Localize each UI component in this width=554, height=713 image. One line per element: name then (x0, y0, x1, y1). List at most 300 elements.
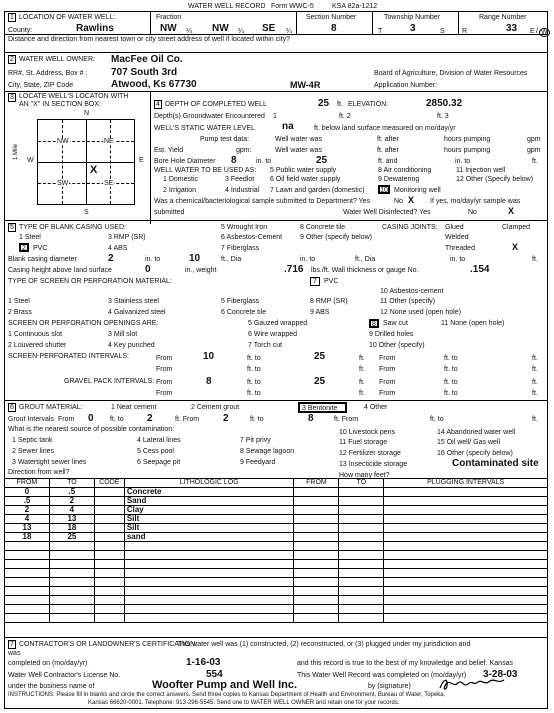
address-label: RR#, St. Address, Box # : (8, 70, 88, 77)
screen-ft: ft. (359, 355, 365, 362)
casing-asbestos[interactable]: 6 Asbestos-Cement (221, 234, 283, 241)
log-to[interactable] (49, 614, 94, 623)
log-lithology[interactable] (124, 605, 294, 614)
grout-from-2[interactable]: 2 (223, 413, 229, 424)
use-air[interactable]: 8 Air conditioning (378, 167, 432, 174)
plug-from[interactable] (294, 497, 339, 506)
log-from[interactable] (5, 614, 50, 623)
screen-material-label: TYPE OF SCREEN OR PERFORATION MATERIAL: (8, 278, 172, 285)
log-to[interactable] (49, 578, 94, 587)
screen-fiberglass[interactable]: 5 Fiberglass (221, 298, 260, 305)
casing-concrete-tile[interactable]: 8 Concrete tile (300, 224, 346, 231)
use-label: WELL WATER TO BE USED AS: (154, 167, 257, 174)
contam-lateral[interactable]: 4 Lateral lines (137, 437, 181, 444)
contam-lagoon[interactable]: 8 Sewage lagoon (240, 448, 295, 455)
grout-other[interactable]: 4 Other (364, 404, 388, 411)
east-label: E (139, 157, 144, 164)
table-row (5, 587, 548, 596)
groundwater-label: Depth(s) Groundwater Encountered (154, 113, 265, 120)
screen-abs[interactable]: 9 ABS (310, 309, 330, 316)
use-feedlot[interactable]: 3 Feedlot (225, 176, 255, 183)
table-row (5, 533, 548, 542)
plug-interval[interactable] (384, 488, 548, 497)
county-label: County: (8, 27, 33, 34)
casing-steel[interactable]: 1 Steel (19, 234, 41, 241)
grout-to-1[interactable]: 2 (147, 413, 153, 424)
log-to[interactable]: 2 (49, 497, 94, 506)
plug-interval[interactable] (384, 551, 548, 560)
openings-saw-cut[interactable]: Saw cut (383, 320, 408, 327)
log-from[interactable]: 0 (5, 488, 50, 497)
log-lithology[interactable]: Concrete (124, 488, 294, 497)
log-lithology[interactable] (124, 551, 294, 560)
openings-mill[interactable]: 3 Mill slot (108, 331, 138, 338)
diameter-ft-dia: ft., Dia (221, 256, 242, 263)
screen-brass[interactable]: 2 Brass (8, 309, 32, 316)
screen-from-value[interactable]: 10 (203, 351, 215, 362)
plug-from[interactable] (294, 596, 339, 605)
log-from[interactable] (5, 587, 50, 596)
casing-pvc[interactable]: PVC (33, 245, 48, 252)
log-from[interactable] (5, 542, 50, 551)
bore-to-value[interactable]: 25 (316, 155, 328, 166)
grout-ft-to-3: ft. to (430, 416, 444, 423)
log-to[interactable] (49, 587, 94, 596)
contam-watertight[interactable]: 3 Watertight sewer lines (12, 459, 87, 466)
gauge-value[interactable]: .154 (470, 264, 490, 275)
screen-concrete[interactable]: 6 Concrete tile (221, 309, 267, 316)
groundwater-1: 1 (273, 113, 277, 120)
section-box[interactable] (37, 119, 135, 205)
grout-ft-to-2: ft. to (250, 416, 264, 423)
plug-interval[interactable] (384, 569, 548, 578)
fraction-label: Fraction (156, 14, 182, 21)
log-to[interactable] (49, 569, 94, 578)
license-label: Water Well Contractor's License No. (8, 672, 121, 679)
gravel-from-label-2: From (379, 379, 396, 386)
log-lithology[interactable] (124, 578, 294, 587)
log-lithology[interactable] (124, 587, 294, 596)
plug-interval[interactable] (384, 497, 548, 506)
contam-fuel[interactable]: 11 Fuel storage (339, 439, 388, 446)
plug-to[interactable] (339, 614, 384, 623)
use-selected-box[interactable]: 10 (378, 185, 390, 194)
log-to[interactable] (49, 551, 94, 560)
use-oil-field[interactable]: 6 Oil field water supply (270, 176, 341, 183)
owner-label: WATER WELL OWNER: (19, 56, 95, 63)
contractor-signature (438, 676, 508, 695)
grout-bentonite-selected[interactable]: 3 Bentonite (298, 402, 347, 413)
log-code[interactable] (94, 497, 124, 506)
plug-from[interactable] (294, 506, 339, 515)
plug-interval[interactable] (384, 542, 548, 551)
screen-selected-box[interactable]: 7 (310, 277, 320, 286)
depth-label: DEPTH OF COMPLETED WELL (165, 101, 267, 108)
log-lithology[interactable] (124, 614, 294, 623)
screen-ft-3: ft. (359, 366, 365, 373)
log-to[interactable] (49, 542, 94, 551)
location-heading: LOCATION OF WATER WELL: (19, 14, 116, 21)
casing-height-value[interactable]: 0 (145, 264, 151, 275)
gravel-to-value[interactable]: 25 (314, 376, 326, 387)
openings-torch[interactable]: 7 Torch cut (248, 342, 283, 349)
plug-to[interactable] (339, 542, 384, 551)
plug-interval[interactable] (384, 524, 548, 533)
lithologic-log-table (4, 478, 548, 623)
casing-abs[interactable]: 4 ABS (108, 245, 128, 252)
screen-from-label: From (156, 355, 173, 362)
elevation-value[interactable]: 2850.32 (426, 98, 463, 109)
log-to[interactable]: 13 (49, 515, 94, 524)
city-value[interactable]: Atwood, Ks 67730 (111, 79, 197, 90)
completed-rest: and this record is true to the best of my knowledge and belief. Kansas (297, 660, 513, 667)
log-from[interactable] (5, 578, 50, 587)
table-row (5, 488, 548, 497)
log-header-plugging: PLUGGING INTERVALS (384, 479, 548, 488)
plug-from[interactable] (294, 524, 339, 533)
diameter-in-to-3: in. to (450, 256, 466, 263)
log-code[interactable] (94, 515, 124, 524)
plug-interval[interactable] (384, 578, 548, 587)
business-value[interactable]: Woofter Pump and Well Inc. (152, 679, 298, 691)
license-value[interactable]: 554 (206, 669, 223, 680)
use-domestic[interactable]: 1 Domestic (163, 176, 199, 183)
diameter-to-value[interactable]: 10 (189, 253, 201, 264)
depth-ft: ft. (337, 101, 343, 108)
elevation-label: ELEVATION: (348, 101, 389, 108)
plug-from[interactable] (294, 560, 339, 569)
address-value[interactable]: 707 South 3rd (111, 67, 178, 78)
use-public[interactable]: 5 Public water supply (270, 167, 337, 174)
grout-cement[interactable]: 2 Cement grout (191, 404, 240, 411)
plug-to[interactable] (339, 560, 384, 569)
log-lithology[interactable]: Silt (124, 515, 294, 524)
log-from[interactable]: 2 (5, 506, 50, 515)
log-to[interactable]: 18 (49, 524, 94, 533)
casing-fiberglass[interactable]: 7 Fiberglass (221, 245, 260, 252)
plug-from[interactable] (294, 533, 339, 542)
log-to[interactable]: 25 (49, 533, 94, 542)
joints-clamped[interactable]: Clamped (502, 224, 531, 231)
log-code[interactable] (94, 587, 124, 596)
signature-scribble (438, 676, 508, 692)
log-code[interactable] (94, 488, 124, 497)
use-dewatering[interactable]: 9 Dewatering (378, 176, 420, 183)
north-label: N (84, 110, 90, 117)
groundwater-3: ft. 3 (437, 113, 449, 120)
plug-to[interactable] (339, 515, 384, 524)
plug-to[interactable] (339, 497, 384, 506)
casing-wrought-iron[interactable]: 5 Wrought Iron (221, 224, 268, 231)
log-from[interactable] (5, 560, 50, 569)
log-from[interactable] (5, 551, 50, 560)
table-row (5, 551, 548, 560)
log-header-lithologic: LITHOLOGIC LOG (124, 479, 294, 488)
plug-from[interactable] (294, 578, 339, 587)
log-lithology[interactable]: Sand (124, 497, 294, 506)
static-level-rest: ft. below land surface measured on mo/day/yr (314, 125, 456, 132)
instructions-text-1: INSTRUCTIONS: Please fill in blanks and circle the correct answers. Send three copies to Kansas Department of Health and Environment, Bureau of Water, Topeka, (8, 692, 446, 698)
diameter-ft: ft. (532, 256, 538, 263)
use-irrigation[interactable]: 2 Irrigation (163, 187, 197, 194)
joints-welded[interactable]: Welded (445, 234, 469, 241)
se-label: SE (104, 180, 114, 187)
plug-to[interactable] (339, 587, 384, 596)
openings-key[interactable]: 4 Key punched (108, 342, 155, 349)
ft-after-2: ft. after (377, 147, 399, 154)
plug-to[interactable] (339, 596, 384, 605)
screen-ft-to-2: ft. to (444, 355, 458, 362)
township-label: Township Number (384, 14, 441, 21)
weight-value[interactable]: .716 (284, 264, 304, 275)
log-from[interactable]: 4 (5, 515, 50, 524)
township-s: S (440, 28, 445, 35)
plug-from[interactable] (294, 542, 339, 551)
gravel-from-value[interactable]: 8 (206, 376, 212, 387)
log-from[interactable] (5, 596, 50, 605)
openings-louvered[interactable]: 2 Louvered shutter (8, 342, 67, 349)
casing-height-weight: in., weight (185, 267, 217, 274)
plug-interval[interactable] (384, 560, 548, 569)
diameter-ft-dia-2: ft., Dia (355, 256, 376, 263)
range-value[interactable]: 33 (506, 23, 518, 34)
plug-interval[interactable] (384, 605, 548, 614)
grout-from-label-3: ft. From (334, 416, 359, 423)
use-injection[interactable]: 11 Injection well (456, 167, 506, 174)
log-code[interactable] (94, 533, 124, 542)
log-header-to-2: TO (339, 479, 384, 488)
plug-from[interactable] (294, 515, 339, 524)
joints-threaded-x[interactable]: X (512, 242, 519, 252)
use-other[interactable]: 12 Other (Specify below) (456, 176, 534, 183)
plug-to[interactable] (339, 506, 384, 515)
use-monitoring[interactable]: Monitoring well (394, 187, 441, 194)
screen-stainless[interactable]: 3 Stainless steel (108, 298, 159, 305)
openings-gauzed[interactable]: 5 Gauzed wrapped (248, 320, 308, 327)
screen-from-label-3: From (156, 366, 173, 373)
chem-rest: If yes, mo/day/yr sample was (430, 198, 521, 205)
township-value[interactable]: 3 (410, 23, 416, 34)
plug-to[interactable] (339, 488, 384, 497)
disinfected-no-x[interactable]: X (508, 206, 515, 216)
openings-other[interactable]: 10 Other (specify) (369, 342, 425, 349)
well-location-x: X (90, 164, 98, 176)
contam-abandoned[interactable]: 14 Abandoned water well (437, 429, 516, 436)
grout-intervals-label: Grout Intervals (8, 416, 54, 423)
chem-no-x[interactable]: X (408, 195, 415, 205)
chem-label: Was a chemical/bacteriological sample submitted to Department? Yes (154, 198, 371, 205)
depth-value[interactable]: 25 (318, 98, 330, 109)
grout-from-label: From (58, 416, 75, 423)
record-date-value[interactable]: 3-28-03 (483, 669, 518, 680)
plug-interval[interactable] (384, 533, 548, 542)
log-lithology[interactable] (124, 542, 294, 551)
plug-to[interactable] (339, 605, 384, 614)
log-lithology[interactable] (124, 569, 294, 578)
fraction-q3[interactable]: SE (262, 23, 276, 34)
well-water-was-1: Well water was (275, 136, 322, 143)
diameter-value[interactable]: 2 (108, 253, 114, 264)
screen-ft-to: ft. to (247, 355, 261, 362)
log-header-from-2: FROM (294, 479, 339, 488)
grout-from-label-2: ft. From (175, 416, 200, 423)
log-code[interactable] (94, 524, 124, 533)
plug-from[interactable] (294, 587, 339, 596)
log-to[interactable] (49, 596, 94, 605)
screen-steel[interactable]: 1 Steel (8, 298, 30, 305)
contam-fertilizer[interactable]: 12 Fertilizer storage (339, 450, 401, 457)
contam-other-value[interactable]: Contaminated site (452, 458, 539, 469)
completed-value[interactable]: 1-16-03 (186, 657, 221, 668)
owner-value[interactable]: MacFee Oil Co. (111, 54, 183, 65)
plug-to[interactable] (339, 578, 384, 587)
log-from[interactable]: 13 (5, 524, 50, 533)
log-lithology[interactable]: Clay (124, 506, 294, 515)
plug-to[interactable] (339, 533, 384, 542)
joints-threaded[interactable]: Threaded (445, 245, 475, 252)
casing-rmp[interactable]: 3 RMP (SR) (108, 234, 146, 241)
contam-cess[interactable]: 5 Cess pool (137, 448, 174, 455)
plug-interval[interactable] (384, 515, 548, 524)
log-code[interactable] (94, 551, 124, 560)
log-to[interactable]: .5 (49, 488, 94, 497)
log-header-to: TO (49, 479, 94, 488)
log-code[interactable] (94, 605, 124, 614)
table-row (5, 515, 548, 524)
use-industrial[interactable]: 4 Industrial (225, 187, 260, 194)
contam-livestock[interactable]: 10 Livestock pens (339, 429, 396, 436)
plug-interval[interactable] (384, 596, 548, 605)
log-code[interactable] (94, 614, 124, 623)
log-from[interactable]: 18 (5, 533, 50, 542)
log-from[interactable]: .5 (5, 497, 50, 506)
openings-continuous[interactable]: 1 Continuous slot (8, 331, 63, 338)
range-w-circled[interactable]: W (541, 29, 548, 36)
contam-oil-gas[interactable]: 15 Oil well/ Gas well (437, 439, 501, 446)
table-row (5, 506, 548, 515)
well-id[interactable]: MW-4R (290, 80, 321, 90)
openings-wire[interactable]: 6 Wire wrapped (248, 331, 298, 338)
log-code[interactable] (94, 596, 124, 605)
contam-insecticide[interactable]: 13 Insecticide storage (339, 461, 408, 468)
plug-to[interactable] (339, 551, 384, 560)
log-code[interactable] (94, 578, 124, 587)
log-from[interactable] (5, 569, 50, 578)
casing-other[interactable]: 9 Other (specify below) (300, 234, 372, 241)
how-many-feet-label: How many feet? (339, 472, 390, 479)
table-row (5, 542, 548, 551)
bore-ft: ft. (532, 158, 538, 165)
casing-selected-box[interactable]: 2 (19, 243, 29, 252)
gravel-ft-to-2: ft. to (444, 379, 458, 386)
grout-from-1[interactable]: 0 (88, 413, 94, 424)
log-lithology[interactable]: sand (124, 533, 294, 542)
screen-asbestos[interactable]: 10 Asbestos-cement (380, 288, 444, 295)
contam-other[interactable]: 16 Other (specify below) (437, 450, 513, 457)
log-lithology[interactable]: Silt (124, 524, 294, 533)
use-lawn[interactable]: 7 Lawn and garden (domestic) (270, 187, 365, 194)
openings-drilled[interactable]: 9 Drilled holes (369, 331, 414, 338)
log-to[interactable] (49, 605, 94, 614)
openings-none[interactable]: 11 None (open hole) (441, 320, 505, 327)
screen-galvanized[interactable]: 4 Galvanized steel (108, 309, 166, 316)
fraction-q1[interactable]: NW (160, 23, 177, 34)
screen-other[interactable]: 11 Other (specify) (380, 298, 436, 305)
screen-intervals-label: SCREEN-PERFORATED INTERVALS: (8, 353, 129, 360)
bore-in-to-2: in. to (455, 158, 471, 165)
static-level-value[interactable]: na (282, 121, 294, 132)
diameter-label: Blank casing diameter (8, 256, 77, 263)
plug-from[interactable] (294, 614, 339, 623)
section-number-4: 4 (154, 100, 162, 109)
bore-value[interactable]: 8 (231, 155, 237, 166)
joints-glued[interactable]: Glued (445, 224, 464, 231)
grout-ft-3: ft. (532, 416, 538, 423)
contam-seepage[interactable]: 6 Seepage pit (137, 459, 181, 466)
certification-label: CONTRACTOR'S OR LANDOWNER'S CERTIFICATION: (19, 641, 198, 648)
section-number-value[interactable]: 8 (331, 23, 337, 34)
plug-to[interactable] (339, 524, 384, 533)
screen-pvc[interactable]: PVC (324, 278, 339, 285)
contam-septic[interactable]: 1 Septic tank (12, 437, 53, 444)
gravel-from-label-3: From (156, 390, 173, 397)
contam-feedyard[interactable]: 9 Feedyard (240, 459, 276, 466)
openings-selected-box[interactable]: 8 (369, 319, 379, 328)
log-from[interactable] (5, 605, 50, 614)
plug-interval[interactable] (384, 587, 548, 596)
casing-height-label: Casing height above land surface (8, 267, 112, 274)
log-code[interactable] (94, 542, 124, 551)
plug-from[interactable] (294, 569, 339, 578)
log-to[interactable] (49, 560, 94, 569)
plug-interval[interactable] (384, 506, 548, 515)
log-lithology[interactable] (124, 596, 294, 605)
grout-to-2[interactable]: 8 (308, 413, 314, 424)
diameter-in-to-2: in. to (300, 256, 316, 263)
plug-interval[interactable] (384, 614, 548, 623)
log-code[interactable] (94, 560, 124, 569)
hours-pumping-2: hours pumping (444, 147, 491, 154)
plug-from[interactable] (294, 605, 339, 614)
certification-text: This water well was (1) constructed, (2) reconstructed, or (3) plugged under my jurisdiction and (177, 641, 471, 648)
county-value[interactable]: Rawlins (76, 23, 114, 34)
township-t: T (378, 28, 383, 35)
screen-to-value[interactable]: 25 (314, 351, 326, 362)
grout-neat[interactable]: 1 Neat cement (111, 404, 157, 411)
record-label: This Water Well Record was completed on (mo/day/yr) (297, 672, 467, 679)
screen-none[interactable]: 12 None used (open hole) (380, 309, 461, 316)
plug-from[interactable] (294, 551, 339, 560)
table-row (5, 560, 548, 569)
screen-rmp[interactable]: 8 RMP (SR) (310, 298, 348, 305)
contam-sewer[interactable]: 2 Sewer lines (12, 448, 55, 455)
range-r: R (462, 28, 468, 35)
contam-pit[interactable]: 7 Pit privy (240, 437, 271, 444)
screen-ft-4: ft. (532, 366, 538, 373)
section-number-3: 3 (8, 93, 16, 102)
log-to[interactable]: 4 (49, 506, 94, 515)
log-code[interactable] (94, 506, 124, 515)
plug-from[interactable] (294, 488, 339, 497)
log-lithology[interactable] (124, 560, 294, 569)
log-code[interactable] (94, 569, 124, 578)
range-e: E (530, 28, 535, 35)
plug-to[interactable] (339, 569, 384, 578)
fraction-q2[interactable]: NW (212, 23, 229, 34)
table-row (5, 578, 548, 587)
certification-was: was (8, 650, 21, 657)
section-number-label: Section Number (306, 14, 357, 21)
